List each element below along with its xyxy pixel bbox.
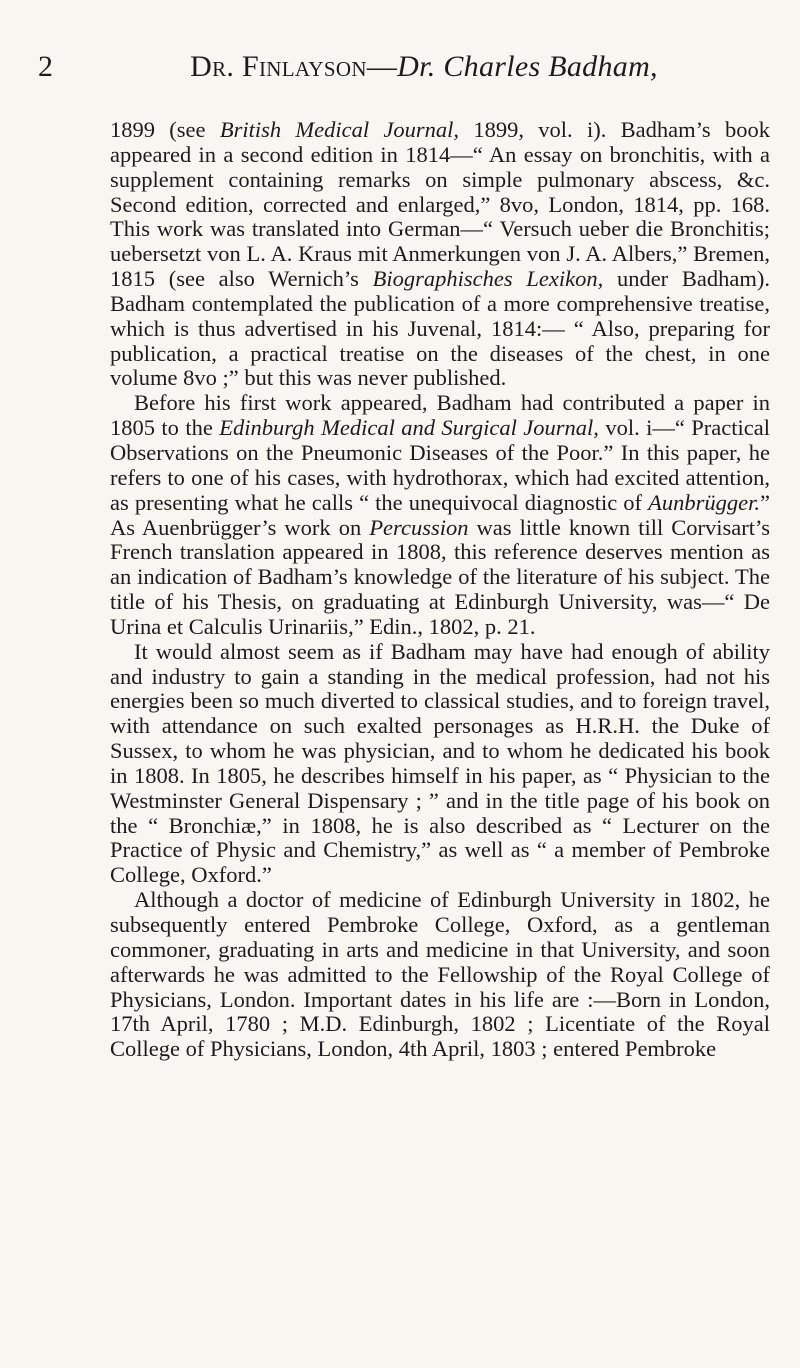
paragraph xyxy=(110,640,770,888)
running-head-separator: — xyxy=(366,50,398,83)
running-head-subject: Dr. Charles Badham, xyxy=(397,50,658,83)
paragraph xyxy=(110,118,770,391)
italic-text: Edinburgh Medical and Surgical Journal, xyxy=(219,415,599,441)
text-run: Before his first work appeared, Badham had contributed a paper in 1805 to the xyxy=(110,390,770,441)
text-run: 1899, vol. i). Badham’s book appeared in a second edition in 1814—“ An essay on bronchitis, with a supplement containing remarks on simple pulmonary abscess, &c. Second edition, corrected and enlarged,” 8vo, London, 1814, pp. 168. This work was translated into German—“ Versuch ueber die Bronchitis; uebersetzt von L. A. Kraus mit Anmerkungen von J. A. Albers,” Bremen, 1815 (see also Wernich’s xyxy=(110,117,770,292)
paragraph xyxy=(110,888,770,1062)
italic-text: Percussion xyxy=(369,514,469,540)
italic-text: British Medical Journal, xyxy=(219,117,460,142)
running-head xyxy=(38,50,770,84)
italic-text: Aunbrügger. xyxy=(648,489,760,515)
text-run: vol. i—“ Practical Observations on the Pneumonic Diseases of the Poor.” In this paper, he refers to one of his cases, with hydrothorax, which had excited attention, as presenting what he calls “ the unequivocal diagnostic of xyxy=(110,415,770,515)
text-run: ” As Auenbrügger’s work on xyxy=(110,489,770,540)
italic-text: Biographisches Lexikon, xyxy=(372,266,604,292)
paragraph xyxy=(110,391,770,639)
text-run: was little known till Corvisart’s French translation appeared in 1808, this reference deserves mention as an indication of Badham’s knowledge of the literature of his subject. The title of his Thesis, on graduating at Edinburgh University, was—“ De Urina et Calculis Urinariis,” Edin., 1802, p. 21. xyxy=(110,514,771,639)
body-text xyxy=(110,118,770,1062)
text-run: under Badham). Badham contemplated the publication of a more comprehensive treatise, which is thus advertised in his Juvenal, 1814:— “ Also, preparing for publication, a practical treatise on the diseases of the chest, in one volume 8vo ;” but this was never published. xyxy=(110,266,771,391)
text-run: It would almost seem as if Badham may have had enough of ability and industry to gain a standing in the medical profession, had not his energies been so much diverted to classical studies, and to foreign travel, with attendance on such exalted personages as H.R.H. the Duke of Sussex, to whom he was physician, and to whom he dedicated his book in 1808. In 1805, he describes himself in his paper, as “ Physician to the Westminster General Dispensary ; ” and in the title page of his book on the “ Bronchiæ,” in 1808, he is also described as “ Lecturer on the Practice of Physic and Chemistry,” as well as “ a member of Pembroke College, Oxford.” xyxy=(110,638,770,888)
running-head-author: Dr. Finlayson xyxy=(190,50,367,83)
page-header xyxy=(38,50,770,90)
text-run: Although a doctor of medicine of Edinburgh University in 1802, he subsequently entered Pembroke College, Oxford, as a gentleman commoner, graduating in arts and medicine in that University, and soon afterwards he was admitted to the Fellowship of the Royal College of Physicians, London. Important dates in his life are :—Born in London, 17th April, 1780 ; M.D. Edinburgh, 1802 ; Licentiate of the Royal College of Physicians, London, 4th April, 1803 ; entered Pembroke xyxy=(110,887,770,1062)
text-run: 1899 (see xyxy=(110,117,220,142)
page-number: 2 xyxy=(38,50,53,83)
